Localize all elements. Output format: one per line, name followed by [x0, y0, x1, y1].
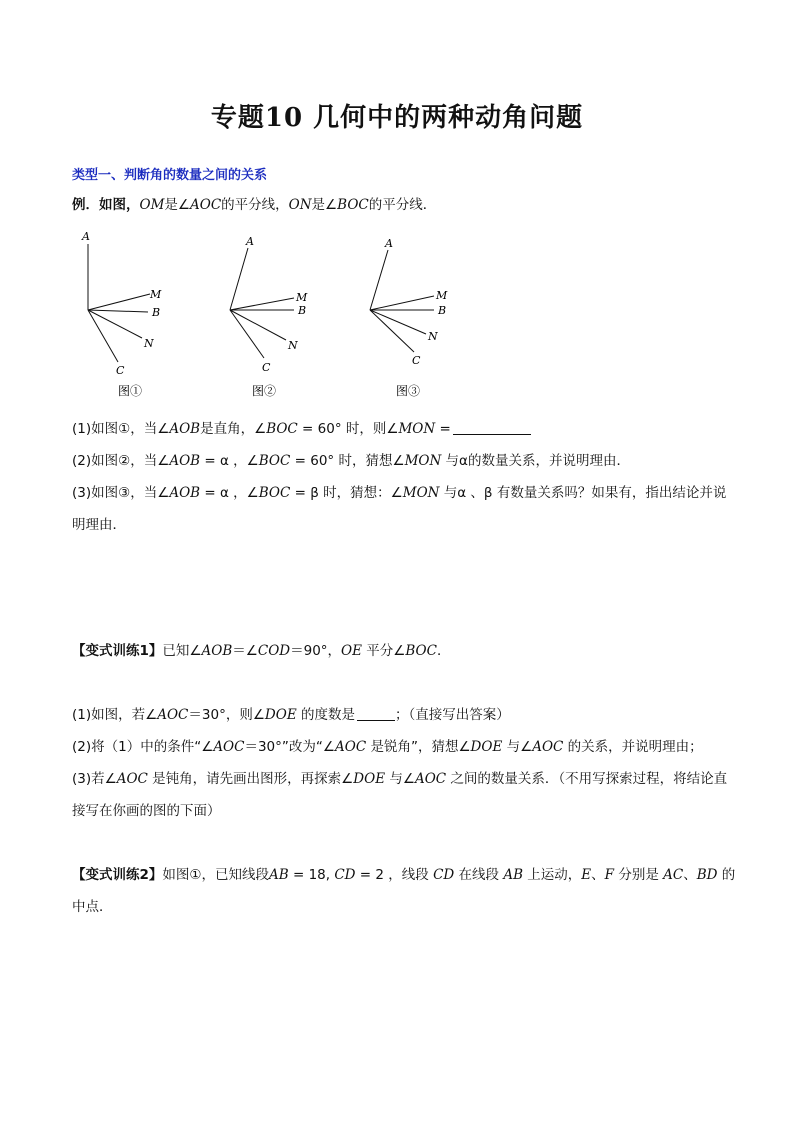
figure-2-label: 图② — [252, 384, 277, 398]
point-m: M — [436, 289, 448, 302]
point-a: A — [246, 235, 254, 248]
point-n: N — [288, 339, 298, 352]
point-a: A — [385, 237, 393, 250]
figure-1-label: 图① — [118, 384, 143, 398]
question-3-continued: 明理由． — [72, 517, 126, 533]
section-heading: 类型一、判断角的数量之间的关系 — [72, 168, 268, 183]
point-b: B — [298, 304, 307, 317]
figure-3-label: 图③ — [396, 384, 421, 398]
point-m: M — [150, 288, 162, 301]
point-b: B — [438, 304, 447, 317]
angle-figures — [60, 228, 480, 408]
figure-2 — [230, 235, 308, 398]
point-n: N — [428, 330, 438, 343]
question-2: (2)如图②，当∠AOB = α ，∠BOC = 60° 时，猜想∠MON 与α的数量关系，并说明理由． — [72, 453, 630, 469]
page-title: 专题10 几何中的两种动角问题 — [210, 103, 584, 133]
point-a: A — [82, 230, 90, 243]
point-c: C — [116, 364, 125, 377]
point-m: M — [296, 291, 308, 304]
variant-1-part-2: (2)将（1）中的条件“∠AOC＝30°”改为“∠AOC 是锐角”，猜想∠DOE 与∠AOC 的关系，并说明理由； — [72, 739, 703, 755]
point-n: N — [144, 337, 154, 350]
answer-blank[interactable] — [357, 706, 395, 721]
variant-1-statement: 【变式训练1】已知∠AOB＝∠COD＝90°，OE 平分∠BOC． — [72, 643, 451, 659]
figure-3 — [370, 237, 448, 398]
answer-blank[interactable] — [453, 420, 531, 435]
variant-1-part-3: (3)若∠AOC 是钝角，请先画出图形，再探索∠DOE 与∠AOC 之间的数量关系．（不用写探索过程，将结论直 — [72, 771, 728, 787]
variant-1-part-1: (1)如图，若∠AOC＝30°，则∠DOE 的度数是 ；（直接写出答案） — [72, 707, 510, 723]
question-1: (1)如图①，当∠AOB是直角，∠BOC = 60° 时，则∠MON = — [72, 418, 531, 440]
example-statement: 例．如图，OM是∠AOC的平分线，ON是∠BOC的平分线． — [72, 197, 437, 213]
point-c: C — [262, 361, 271, 374]
variant-2-statement: 【变式训练2】如图①，已知线段AB = 18, CD = 2 ，线段 CD 在线段 AB 上运动，E、F 分别是 AC、BD 的 — [72, 867, 736, 883]
variant-2-continued: 中点． — [72, 899, 113, 915]
variant-1-part-3-continued: 接写在你画的图的下面） — [72, 803, 221, 819]
point-c: C — [412, 354, 421, 367]
question-3: (3)如图③，当∠AOB = α ，∠BOC = β 时，猜想：∠MON 与α 、β 有数量关系吗？如果有，指出结论并说 — [72, 485, 727, 501]
figure-1 — [81, 230, 162, 398]
point-b: B — [152, 306, 161, 319]
